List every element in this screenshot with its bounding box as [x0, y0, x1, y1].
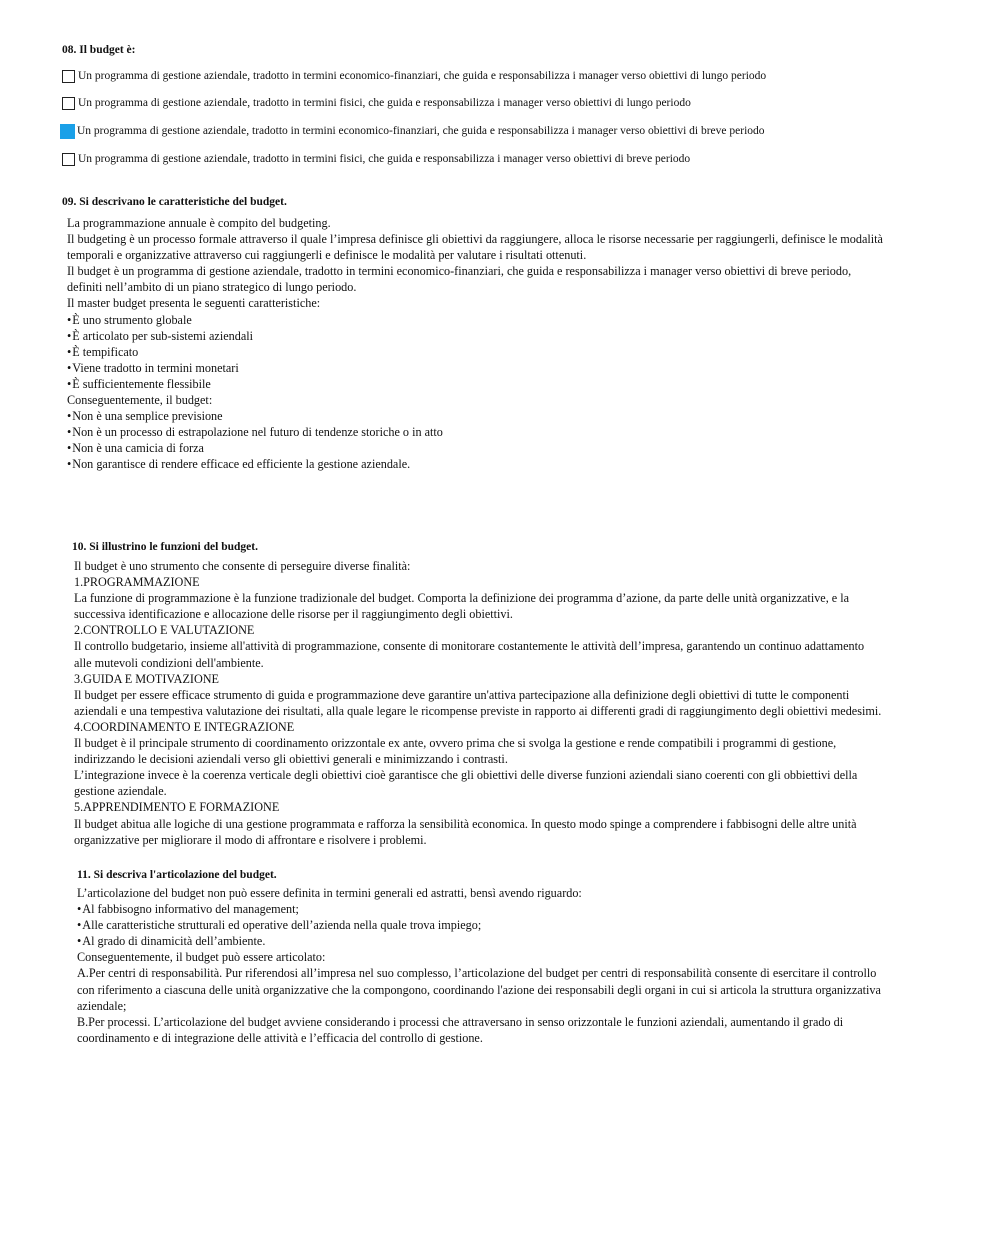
question-10-answer — [74, 558, 881, 848]
q10-text-line: La funzione di programmazione è la funzione tradizionale del budget. Comporta la definizione dei programma d’azione, da parte delle unità organizzative, e la — [74, 591, 850, 606]
question-09-answer — [67, 215, 883, 473]
q11-text-line: Conseguentemente, il budget può essere articolato: — [77, 950, 326, 965]
q10-text-line: Il budget è uno strumento che consente di perseguire diverse finalità: — [74, 559, 411, 573]
q08-option-3-label: Un programma di gestione aziendale, tradotto in termini economico-finanziari, che guida e responsabilizza i manager verso obiettivi di breve periodo — [77, 125, 765, 137]
q10-text-line: 2.CONTROLLO E VALUTAZIONE — [74, 623, 255, 638]
q10-text-line: L’integrazione invece è la coerenza verticale degli obiettivi cioè garantisce che gli obiettivi delle diverse funzioni aziendali siano coerenti con gli obbiettivi della — [74, 768, 858, 783]
q11-bullet-item: • Al grado di dinamicità dell’ambiente. — [77, 933, 881, 949]
q10-text-line: 4.COORDINAMENTO E INTEGRAZIONE — [74, 719, 295, 734]
q08-option-1-checkbox[interactable] — [62, 70, 75, 83]
q11-text-line: coordinamento e di integrazione delle attività e l’efficacia del controllo di gestione. — [77, 1030, 483, 1045]
question-08-title: 08. Il budget è: — [62, 44, 136, 56]
q10-text-line: indirizzando le decisioni aziendali verso gli obiettivi generali e minimizzando i contrasti. — [74, 752, 508, 767]
q11-text-line: con riferimento a ciascuna delle unità organizzative che la compongono, coordinando l'azione dei responsabili degli organi in cui si articola la struttura organizzativa — [77, 982, 881, 997]
question-09-title: 09. Si descrivano le caratteristiche del budget. — [62, 196, 287, 208]
q11-bullet-item: • Al fabbisogno informativo del management; — [77, 901, 881, 917]
q09-bullet-item: • È sufficientemente flessibile — [67, 376, 883, 392]
question-11-answer — [77, 885, 881, 1046]
q09-text-line: Il budgeting è un processo formale attraverso il quale l’impresa definisce gli obiettivi da raggiungere, alloca le risorse necessarie per raggiungerli, definisce le modalità — [67, 232, 883, 247]
q11-text-line: B.Per processi. L’articolazione del budget avviene considerando i processi che attraversano in senso orizzontale le funzioni aziendali, aumentando il grado di — [77, 1014, 844, 1029]
q08-option-4-checkbox[interactable] — [62, 153, 75, 166]
q09-bullet-item: • Non è una semplice previsione — [67, 408, 883, 424]
q10-text-line: Il budget per essere efficace strumento di guida e programmazione deve garantire un'attiva partecipazione alla definizione degli obiettivi di tutte le componenti — [74, 687, 850, 702]
question-11-title: 11. Si descriva l'articolazione del budget. — [77, 869, 277, 881]
q10-text-line: Il budget abitua alle logiche di una gestione programmata e rafforza la sensibilità economica. In questo modo spinge a comprendere i fabbisogni delle altre unità — [74, 816, 857, 831]
q10-text-line: Il budget è il principale strumento di coordinamento orizzontale ex ante, ovvero prima che si svolga la gestione e rende compatibili i programmi di gestione, — [74, 736, 837, 751]
q09-bullet-item: • Non garantisce di rendere efficace ed efficiente la gestione aziendale. — [67, 456, 883, 472]
q08-option-1[interactable] — [62, 68, 766, 84]
q09-bullet-item: • È uno strumento globale — [67, 312, 883, 328]
q10-text-line: Il controllo budgetario, insieme all'attività di programmazione, consente di monitorare costantemente le attività dell’impresa, garantendo un continuo adattamento — [74, 639, 865, 654]
q08-option-4[interactable] — [62, 151, 690, 167]
q09-bullet-item: • È articolato per sub-sistemi aziendali — [67, 328, 883, 344]
q08-option-2-label: Un programma di gestione aziendale, tradotto in termini fisici, che guida e responsabilizza i manager verso obiettivi di lungo periodo — [78, 97, 691, 109]
q10-text-line: aziendali e una tempestiva valutazione dei risultati, alla quale legare le ricompense previste in rapporto ai differenti gradi di raggiungimento degli obiettivi medesimi. — [74, 703, 882, 718]
q09-bullet-item: • È tempificato — [67, 344, 883, 360]
q10-text-line: successiva identificazione e allocazione delle risorse per il raggiungimento degli obiettivi. — [74, 607, 513, 622]
q10-text-line: alle mutevoli condizioni dell'ambiente. — [74, 655, 264, 670]
q09-bullet-item: • Non è una camicia di forza — [67, 440, 883, 456]
q11-text-line: A.Per centri di responsabilità. Pur riferendosi all’impresa nel suo complesso, l’articolazione del budget per centri di responsabilità consente di esercitare il controllo — [77, 966, 877, 981]
q09-text-line: La programmazione annuale è compito del budgeting. — [67, 216, 331, 230]
q08-option-4-label: Un programma di gestione aziendale, tradotto in termini fisici, che guida e responsabilizza i manager verso obiettivi di breve periodo — [78, 153, 691, 165]
q09-text-line: temporali e organizzative attraverso cui raggiungerli e definisce le modalità per valutare i risultati ottenuti. — [67, 248, 587, 263]
q09-text-line: Conseguentemente, il budget: — [67, 393, 213, 408]
q10-text-line: organizzative per migliorare il modo di affrontare e risolvere i problemi. — [74, 832, 427, 847]
q11-text-line: aziendale; — [77, 998, 127, 1013]
q09-bullet-item: • Viene tradotto in termini monetari — [67, 360, 883, 376]
q10-text-line: 3.GUIDA E MOTIVAZIONE — [74, 671, 219, 686]
q10-text-line: gestione aziendale. — [74, 784, 167, 799]
q11-text-line: L’articolazione del budget non può essere definita in termini generali ed astratti, bensì avendo riguardo: — [77, 886, 582, 900]
q10-text-line: 5.APPRENDIMENTO E FORMAZIONE — [74, 800, 280, 815]
q09-text-line: Il budget è un programma di gestione aziendale, tradotto in termini economico-finanziari, che guida e responsabilizza i manager verso obiettivi di breve periodo, — [67, 264, 852, 279]
q08-option-1-label: Un programma di gestione aziendale, tradotto in termini economico-finanziari, che guida e responsabilizza i manager verso obiettivi di lungo periodo — [78, 70, 767, 82]
q08-option-3[interactable] — [62, 123, 765, 139]
q09-text-line: definiti nell’ambito di un piano strategico di lungo periodo. — [67, 280, 357, 295]
q08-option-2[interactable] — [62, 95, 691, 111]
question-10-title: 10. Si illustrino le funzioni del budget. — [72, 541, 258, 553]
q09-text-line: Il master budget presenta le seguenti caratteristiche: — [67, 296, 321, 311]
q08-option-2-checkbox[interactable] — [62, 97, 75, 110]
q11-bullet-item: • Alle caratteristiche strutturali ed operative dell’azienda nella quale trova impiego; — [77, 917, 881, 933]
q09-bullet-item: • Non è un processo di estrapolazione nel futuro di tendenze storiche o in atto — [67, 424, 883, 440]
q08-option-3-checkbox-checked[interactable] — [60, 124, 75, 139]
q10-text-line: 1.PROGRAMMAZIONE — [74, 575, 200, 590]
